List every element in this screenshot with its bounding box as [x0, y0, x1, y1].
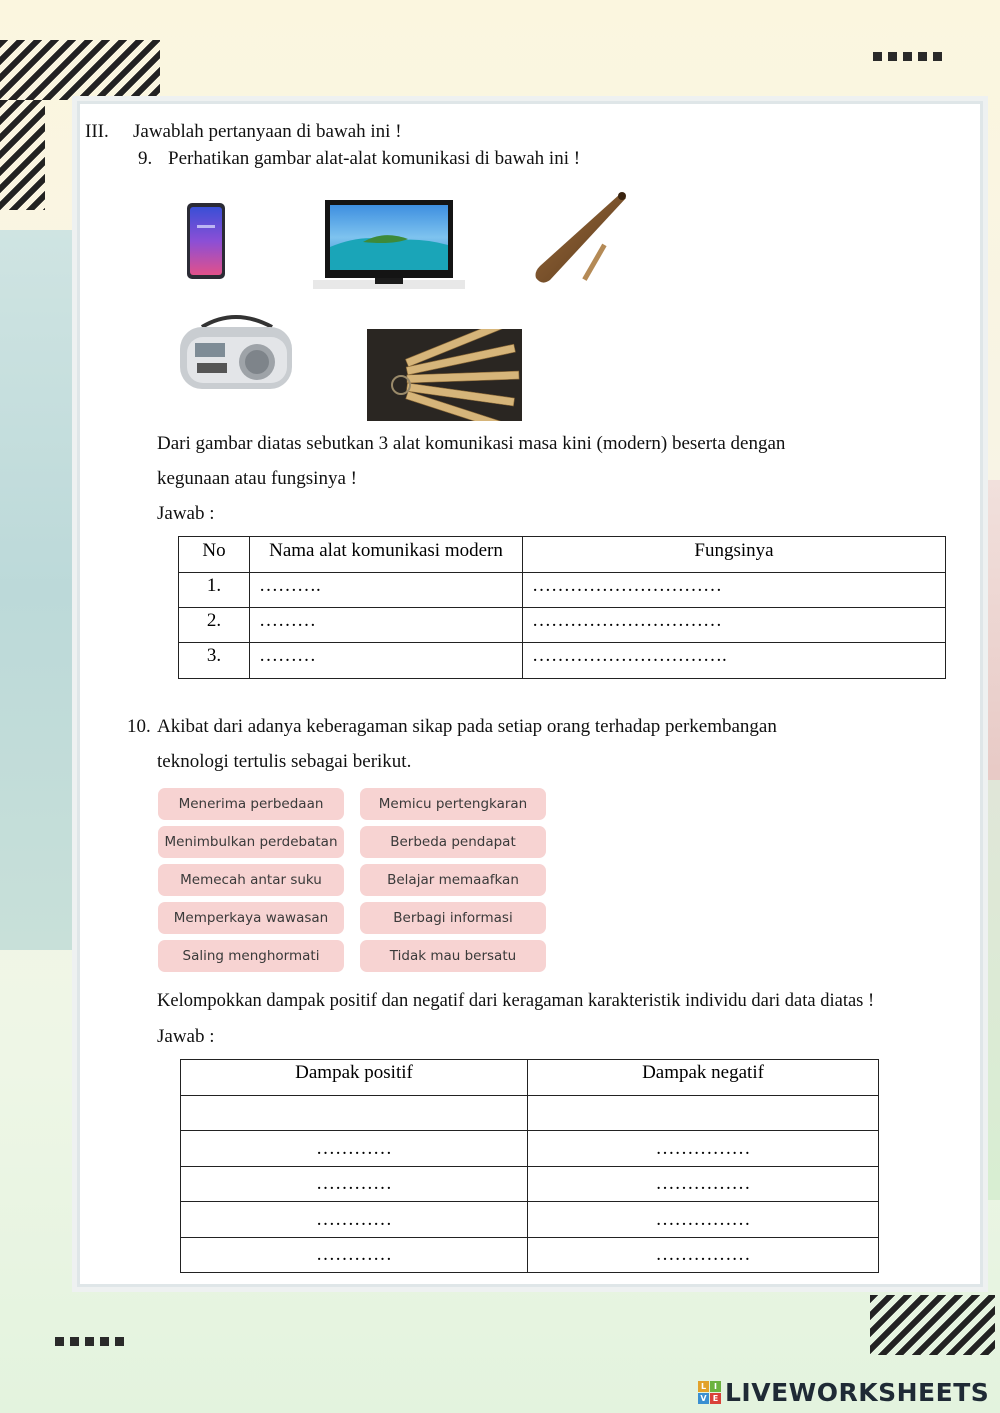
smartphone-image [186, 202, 226, 280]
answer-input-cell[interactable]: ………… [181, 1167, 528, 1202]
television-image [313, 195, 465, 291]
decorative-stripes-top-left [0, 40, 160, 100]
table-row [179, 643, 946, 679]
background-left-band [0, 230, 80, 950]
card-right[interactable]: Belajar memaafkan [360, 864, 546, 896]
liveworksheets-logo-icon [698, 1381, 721, 1404]
q9-instruction-line1: Dari gambar diatas sebutkan 3 alat komunikasi masa kini (modern) beserta dengan [157, 433, 786, 454]
q9-number: 9. [138, 148, 153, 169]
section-title: Jawablah pertanyaan di bawah ini ! [133, 121, 402, 142]
logo-letter: E [710, 1393, 721, 1404]
q10-instruction: Kelompokkan dampak positif dan negatif dari keragaman karakteristik individu dari data diatas ! [157, 991, 875, 1011]
answer-input-cell[interactable]: ………… [181, 1131, 528, 1167]
card-right[interactable]: Berbeda pendapat [360, 826, 546, 858]
q10-prompt-line2: teknologi tertulis sebagai berikut. [157, 751, 412, 772]
decorative-squares-bottom-left [55, 1337, 124, 1346]
table-cell: 3. [179, 643, 250, 679]
card-left[interactable]: Saling menghormati [158, 940, 344, 972]
answer-input-cell[interactable]: …………… [528, 1238, 879, 1273]
table-row [181, 1202, 879, 1238]
q9-answer-table [178, 536, 946, 679]
decorative-stripes-left [0, 100, 45, 210]
answer-input-cell[interactable]: ………. [250, 573, 523, 608]
table-row [181, 1167, 879, 1202]
table-header-row [181, 1060, 879, 1096]
q9-instruction-line2: kegunaan atau fungsinya ! [157, 468, 357, 489]
logo-letter: L [698, 1381, 709, 1392]
table-header-cell: Dampak positif [181, 1060, 528, 1096]
table-row [181, 1238, 879, 1273]
answer-input-cell[interactable] [528, 1096, 879, 1131]
lontar-image [367, 329, 522, 421]
card-left[interactable]: Menimbulkan perdebatan [158, 826, 344, 858]
table-header-cell: Dampak negatif [528, 1060, 879, 1096]
answer-input-cell[interactable]: ………………………… [523, 573, 946, 608]
kentongan-image [532, 190, 630, 286]
answer-input-cell[interactable]: …………………………. [523, 643, 946, 679]
section-roman-numeral: III. [85, 121, 109, 142]
answer-input-cell[interactable]: ……… [250, 643, 523, 679]
answer-input-cell[interactable]: ………………………… [523, 608, 946, 643]
card-right[interactable]: Berbagi informasi [360, 902, 546, 934]
q9-answer-label: Jawab : [157, 503, 215, 524]
answer-input-cell[interactable]: ……… [250, 608, 523, 643]
decorative-stripes-bottom-right [870, 1295, 995, 1355]
table-cell: 2. [179, 608, 250, 643]
card-left[interactable]: Menerima perbedaan [158, 788, 344, 820]
decorative-squares-top-right [873, 52, 942, 61]
answer-input-cell[interactable]: …………… [528, 1202, 879, 1238]
liveworksheets-logo[interactable] [698, 1378, 989, 1407]
card-left[interactable]: Memperkaya wawasan [158, 902, 344, 934]
logo-letter: V [698, 1393, 709, 1404]
table-header-row [179, 537, 946, 573]
table-row [181, 1131, 879, 1167]
q9-prompt: Perhatikan gambar alat-alat komunikasi di bawah ini ! [168, 148, 581, 169]
table-row [179, 608, 946, 643]
table-cell: 1. [179, 573, 250, 608]
card-right[interactable]: Tidak mau bersatu [360, 940, 546, 972]
table-header-cell: Nama alat komunikasi modern [250, 537, 523, 573]
answer-input-cell[interactable]: …………… [528, 1167, 879, 1202]
card-right[interactable]: Memicu pertengkaran [360, 788, 546, 820]
answer-input-cell[interactable]: ………… [181, 1202, 528, 1238]
q10-prompt-line1: Akibat dari adanya keberagaman sikap pada setiap orang terhadap perkembangan [157, 716, 777, 737]
logo-letter: I [710, 1381, 721, 1392]
liveworksheets-logo-text: LIVEWORKSHEETS [725, 1378, 990, 1407]
answer-input-cell[interactable]: …………… [528, 1131, 879, 1167]
table-header-cell: No [179, 537, 250, 573]
q10-answer-table [180, 1059, 879, 1273]
table-header-cell: Fungsinya [523, 537, 946, 573]
radio-tape-image [177, 305, 295, 393]
table-row [179, 573, 946, 608]
answer-input-cell[interactable] [181, 1096, 528, 1131]
card-left[interactable]: Memecah antar suku [158, 864, 344, 896]
answer-input-cell[interactable]: ………… [181, 1238, 528, 1273]
table-row [181, 1096, 879, 1131]
q10-number: 10. [127, 716, 151, 737]
q10-answer-label: Jawab : [157, 1026, 215, 1047]
